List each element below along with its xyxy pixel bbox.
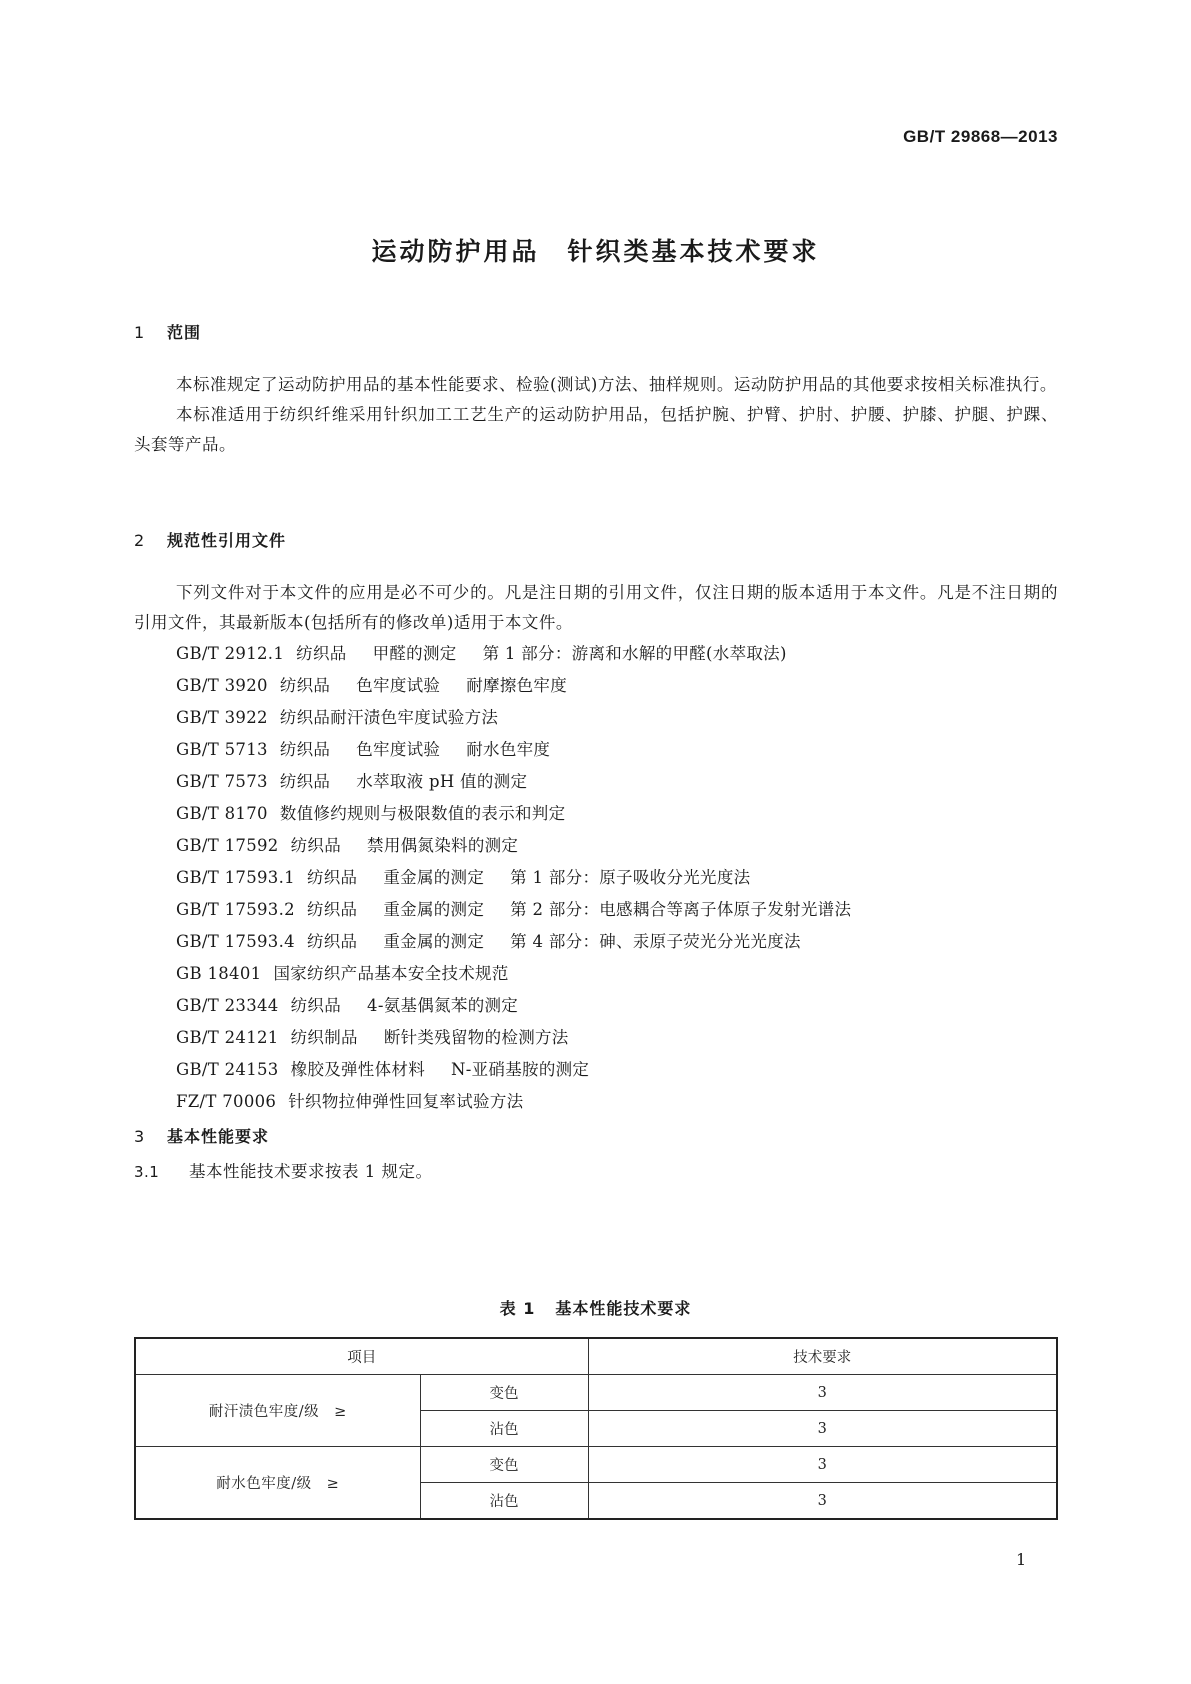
sub-item-cell: 沾色 (420, 1411, 588, 1447)
reference-title-part: 禁用偶氮染料的测定 (367, 836, 519, 855)
table-row (135, 1447, 1057, 1483)
reference-code: GB/T 17593.2 (176, 900, 295, 919)
reference-item (176, 830, 851, 862)
table-caption (0, 1296, 1191, 1319)
reference-title-part: 耐水色牢度 (466, 740, 551, 759)
reference-title-part: 纺织品 (279, 772, 331, 791)
refs-intro (134, 578, 1058, 638)
reference-item (176, 862, 851, 894)
reference-code: GB/T 17592 (176, 836, 279, 855)
reference-code: FZ/T 70006 (176, 1092, 277, 1111)
reference-title-part: 纺织品 (279, 740, 331, 759)
reference-code: GB/T 24153 (176, 1060, 279, 1079)
reference-title-part: 纺织制品 (290, 1028, 358, 1047)
reference-item (176, 926, 851, 958)
reference-title-part: 色牢度试验 (356, 676, 441, 695)
section-2-heading (134, 528, 286, 551)
reference-code: GB/T 23344 (176, 996, 279, 1015)
reference-item (176, 1022, 851, 1054)
reference-title-part: 纺织品 (306, 868, 358, 887)
reference-title-part: 色牢度试验 (356, 740, 441, 759)
reference-code: GB/T 2912.1 (176, 644, 285, 663)
requirements-table (134, 1337, 1058, 1520)
reference-code: GB/T 3922 (176, 708, 268, 727)
reference-title-part: 纺织品 (290, 996, 342, 1015)
reference-title-part: 重金属的测定 (383, 932, 485, 951)
reference-title-part: 第 2 部分：电感耦合等离子体原子发射光谱法 (510, 900, 852, 919)
reference-item (176, 894, 851, 926)
reference-item (176, 702, 851, 734)
reference-item (176, 638, 851, 670)
reference-title-part: 耐摩擦色牢度 (466, 676, 568, 695)
value-cell: 3 (588, 1483, 1057, 1520)
reference-title-part: 纺织品 (306, 932, 358, 951)
reference-title-part: 第 4 部分：砷、汞原子荧光分光光度法 (510, 932, 801, 951)
reference-title-part: 重金属的测定 (383, 868, 485, 887)
reference-code: GB/T 8170 (176, 804, 268, 823)
reference-title-part: 纺织品耐汗渍色牢度试验方法 (279, 708, 499, 727)
reference-item (176, 990, 851, 1022)
reference-title-part: 水萃取液 pH 值的测定 (356, 772, 528, 791)
item-cell: 耐水色牢度/级 ≥ (135, 1447, 420, 1520)
scope-text (134, 370, 1058, 460)
reference-title-part: 纺织品 (296, 644, 347, 663)
reference-title-part: 甲醛的测定 (372, 644, 457, 663)
section-title: 基本性能要求 (167, 1127, 270, 1146)
reference-code: GB/T 17593.4 (176, 932, 295, 951)
reference-item (176, 670, 851, 702)
reference-code: GB 18401 (176, 964, 262, 983)
paragraph: 本标准规定了运动防护用品的基本性能要求、检验(测试)方法、抽样规则。运动防护用品的其他要求按相关标准执行。 (176, 375, 1057, 394)
sub-item-cell: 沾色 (420, 1483, 588, 1520)
reference-code: GB/T 17593.1 (176, 868, 295, 887)
reference-item (176, 1054, 851, 1086)
reference-title-part: N-亚硝基胺的测定 (451, 1060, 590, 1079)
value-cell: 3 (588, 1411, 1057, 1447)
reference-title-part: 断针类残留物的检测方法 (383, 1028, 569, 1047)
header-requirement: 技术要求 (588, 1338, 1057, 1375)
reference-code: GB/T 3920 (176, 676, 268, 695)
clause-3-1 (134, 1158, 433, 1182)
table-label: 表 1 (499, 1299, 536, 1318)
value-cell: 3 (588, 1375, 1057, 1411)
reference-item (176, 1086, 851, 1118)
reference-code: GB/T 7573 (176, 772, 268, 791)
reference-title-part: 橡胶及弹性体材料 (290, 1060, 426, 1079)
reference-title-part: 数值修约规则与极限数值的表示和判定 (279, 804, 566, 823)
section-3-heading (134, 1124, 269, 1147)
reference-list (176, 638, 851, 1118)
clause-number: 3.1 (134, 1163, 160, 1181)
section-1-heading (134, 320, 201, 343)
reference-title-part: 第 1 部分：游离和水解的甲醛(水萃取法) (482, 644, 787, 663)
table-header-row (135, 1338, 1057, 1375)
reference-item (176, 958, 851, 990)
reference-item (176, 766, 851, 798)
reference-code: GB/T 24121 (176, 1028, 279, 1047)
table-caption-text: 基本性能技术要求 (555, 1299, 692, 1318)
sub-item-cell: 变色 (420, 1375, 588, 1411)
standard-code: GB/T 29868—2013 (903, 127, 1058, 146)
section-title: 范围 (167, 323, 202, 342)
reference-title-part: 国家纺织产品基本安全技术规范 (273, 964, 509, 983)
reference-title-part: 纺织品 (306, 900, 358, 919)
paragraph: 本标准适用于纺织纤维采用针织加工工艺生产的运动防护用品，包括护腕、护臂、护肘、护腰、护膝、护腿、护踝、头套等产品。 (134, 405, 1058, 454)
reference-title-part: 4-氨基偶氮苯的测定 (367, 996, 519, 1015)
reference-title-part: 纺织品 (279, 676, 331, 695)
reference-item (176, 798, 851, 830)
paragraph: 下列文件对于本文件的应用是必不可少的。凡是注日期的引用文件，仅注日期的版本适用于本文件。凡是不注日期的引用文件，其最新版本(包括所有的修改单)适用于本文件。 (134, 583, 1058, 632)
reference-title-part: 第 1 部分：原子吸收分光光度法 (510, 868, 751, 887)
section-number: 1 (134, 323, 146, 342)
section-number: 2 (134, 531, 146, 550)
header-item: 项目 (135, 1338, 588, 1375)
clause-text: 基本性能技术要求按表 1 规定。 (189, 1162, 433, 1181)
item-cell: 耐汗渍色牢度/级 ≥ (135, 1375, 420, 1447)
reference-title-part: 针织物拉伸弹性回复率试验方法 (288, 1092, 524, 1111)
document-title: 运动防护用品 针织类基本技术要求 (371, 237, 820, 266)
reference-title-part: 重金属的测定 (383, 900, 485, 919)
table-row (135, 1375, 1057, 1411)
reference-code: GB/T 5713 (176, 740, 268, 759)
sub-item-cell: 变色 (420, 1447, 588, 1483)
reference-item (176, 734, 851, 766)
page-number: 1 (1016, 1550, 1027, 1569)
section-title: 规范性引用文件 (167, 531, 287, 550)
section-number: 3 (134, 1127, 146, 1146)
value-cell: 3 (588, 1447, 1057, 1483)
reference-title-part: 纺织品 (290, 836, 342, 855)
